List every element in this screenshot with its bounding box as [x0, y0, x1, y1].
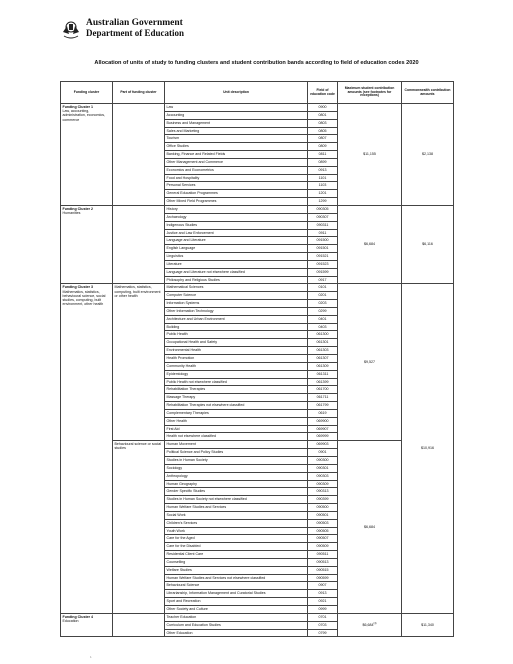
field-of-education-code: 0900 — [308, 104, 338, 112]
unit-description: Mathematical Sciences — [165, 284, 308, 292]
field-of-education-code: 090509 — [308, 543, 338, 551]
field-of-education-code: 090513 — [308, 558, 338, 566]
field-of-education-code: 091501 — [308, 245, 338, 253]
unit-description: History — [165, 205, 308, 213]
field-of-education-code: 090309 — [308, 480, 338, 488]
unit-description: Architecture and Urban Environment — [165, 315, 308, 323]
student-contribution-amount: $11,155 — [363, 152, 376, 157]
field-of-education-code: 061307 — [308, 355, 338, 363]
column-header: Commonwealth contribution amounts — [402, 82, 454, 104]
document-title: Allocation of units of study to funding clusters and student contribution bands according to field of education codes 2020 — [94, 60, 419, 66]
unit-description: Teacher Education — [165, 613, 308, 621]
unit-description: Care for the Disabled — [165, 543, 308, 551]
unit-description: Welfare Studies — [165, 566, 308, 574]
commonwealth-contribution-amount: $10,916 — [402, 284, 454, 613]
field-of-education-code: 1101 — [308, 174, 338, 182]
unit-description: Other Health — [165, 417, 308, 425]
field-of-education-code: 061700 — [308, 386, 338, 394]
field-of-education-code: 091523 — [308, 260, 338, 268]
unit-description: Linguistics — [165, 253, 308, 261]
field-of-education-code: 0703 — [308, 621, 338, 629]
footer-mark: 1 — [90, 655, 92, 659]
unit-description: Youth Work — [165, 527, 308, 535]
commonwealth-contribution-amount: $6,116 — [402, 205, 454, 283]
cluster-part-cell: Mathematics, statistics, computing, built environment or other health — [113, 284, 165, 441]
field-of-education-code: 0913 — [308, 166, 338, 174]
unit-description: Human Geography — [165, 480, 308, 488]
field-of-education-code: 0811 — [308, 151, 338, 159]
table-row — [61, 441, 454, 449]
field-of-education-code: 090300 — [308, 456, 338, 464]
funding-cluster-cell — [61, 205, 113, 283]
unit-description: Epidemiology — [165, 370, 308, 378]
unit-description: Banking, Finance and Related Fields — [165, 151, 308, 159]
unit-description: Community Health — [165, 362, 308, 370]
coat-of-arms-icon — [60, 18, 82, 40]
unit-description: Rehabilitation Therapies not elsewhere classified — [165, 402, 308, 410]
field-of-education-code: 0799 — [308, 629, 338, 637]
unit-description: Information Systems — [165, 300, 308, 308]
column-header: Unit description — [165, 82, 308, 104]
unit-description: Other Society and Culture — [165, 606, 308, 614]
field-of-education-code: 061300 — [308, 331, 338, 339]
table-header-row — [61, 82, 454, 104]
field-of-education-code: 0809 — [308, 143, 338, 151]
unit-description: Public Health not elsewhere classified — [165, 378, 308, 386]
student-contribution-cell — [338, 205, 402, 283]
cluster-subtitle: Humanities — [62, 211, 81, 216]
field-of-education-code: 061399 — [308, 378, 338, 386]
field-of-education-code: 061311 — [308, 370, 338, 378]
cluster-subtitle: Education — [62, 619, 79, 624]
unit-description: General Education Programmes — [165, 190, 308, 198]
field-of-education-code: 091521 — [308, 253, 338, 261]
unit-description: Human Welfare Studies and Services — [165, 504, 308, 512]
student-contribution-amount: $6,684 — [364, 242, 375, 247]
unit-description: Public Health — [165, 331, 308, 339]
unit-description: Justice and Law Enforcement — [165, 229, 308, 237]
field-of-education-code: 061799 — [308, 402, 338, 410]
unit-description: Health not elsewhere classified — [165, 433, 308, 441]
unit-description: Building — [165, 323, 308, 331]
column-header: Funding cluster — [61, 82, 113, 104]
cluster-part-cell — [113, 104, 165, 206]
unit-description: Business and Management — [165, 119, 308, 127]
student-contribution-cell — [338, 441, 402, 614]
unit-description: Human Movement — [165, 441, 308, 449]
field-of-education-code: 090515 — [308, 566, 338, 574]
unit-description: Language and Literature — [165, 237, 308, 245]
field-of-education-code: 090500 — [308, 504, 338, 512]
unit-description: Other Education — [165, 629, 308, 637]
unit-description: First Aid — [165, 425, 308, 433]
unit-description: Language and Literature not elsewhere classified — [165, 268, 308, 276]
field-of-education-code: 0401 — [308, 315, 338, 323]
unit-description: Economics and Econometrics — [165, 166, 308, 174]
unit-description: Sales and Marketing — [165, 127, 308, 135]
field-of-education-code: 061303 — [308, 347, 338, 355]
field-of-education-code: 0807 — [308, 135, 338, 143]
cluster-subtitle: Mathematics, statistics, behavioural science, social studies, computing, built environment, other health — [62, 289, 106, 307]
field-of-education-code: 090301 — [308, 464, 338, 472]
footnote-marker: (4) — [373, 622, 377, 626]
field-of-education-code: 090303 — [308, 472, 338, 480]
field-of-education-code: 0999 — [308, 606, 338, 614]
unit-description: Accounting — [165, 111, 308, 119]
unit-description: Other Management and Commerce — [165, 158, 308, 166]
unit-description: Massage Therapy — [165, 394, 308, 402]
field-of-education-code: 0201 — [308, 292, 338, 300]
field-of-education-code: 0403 — [308, 323, 338, 331]
field-of-education-code: 090307 — [308, 213, 338, 221]
unit-description: Philosophy and Religious Studies — [165, 276, 308, 284]
field-of-education-code: 061301 — [308, 339, 338, 347]
unit-description: Personal Services — [165, 182, 308, 190]
unit-description: Gender Specific Studies — [165, 488, 308, 496]
org-name-line2: Department of Education — [86, 28, 184, 39]
field-of-education-code: 0619 — [308, 409, 338, 417]
field-of-education-code: 061711 — [308, 394, 338, 402]
unit-description: Computer Science — [165, 292, 308, 300]
unit-description: Other Information Technology — [165, 307, 308, 315]
unit-description: Residential Client Care — [165, 551, 308, 559]
unit-description: Office Studies — [165, 143, 308, 151]
field-of-education-code: 0803 — [308, 119, 338, 127]
field-of-education-code: 090311 — [308, 221, 338, 229]
field-of-education-code: 0911 — [308, 229, 338, 237]
unit-description: Children's Services — [165, 519, 308, 527]
table-body — [61, 104, 454, 637]
field-of-education-code: 061309 — [308, 362, 338, 370]
table-row — [61, 205, 454, 213]
student-contribution-amount: $6,684 — [362, 623, 374, 628]
field-of-education-code: 0913 — [308, 590, 338, 598]
field-of-education-code: 090399 — [308, 496, 338, 504]
commonwealth-contribution-amount: $11,340 — [402, 613, 454, 637]
field-of-education-code: 069903 — [308, 441, 338, 449]
cluster-part-cell — [113, 205, 165, 283]
cluster-subtitle: Law, accounting, administration, economics, commerce — [62, 109, 106, 122]
field-of-education-code: 090313 — [308, 488, 338, 496]
field-of-education-code: 0907 — [308, 582, 338, 590]
unit-description: Health Promotion — [165, 355, 308, 363]
field-of-education-code: 090599 — [308, 574, 338, 582]
column-header: Maximum student contribution amounts (see footnotes for exceptions) — [338, 82, 402, 104]
student-contribution-amount: $6,684 — [364, 524, 375, 529]
cluster-title: Funding Cluster 4 — [62, 614, 94, 619]
table-row — [61, 613, 454, 621]
unit-description: English Language — [165, 245, 308, 253]
table-row — [61, 284, 454, 292]
letterhead — [60, 14, 184, 44]
cluster-part-cell — [113, 613, 165, 637]
student-contribution-amount: $9,527 — [364, 359, 375, 364]
field-of-education-code: 090505 — [308, 527, 338, 535]
field-of-education-code: 0901 — [308, 449, 338, 457]
field-of-education-code: 090507 — [308, 535, 338, 543]
student-contribution-cell — [338, 284, 402, 441]
unit-description: Human Welfare Studies and Services not elsewhere classified — [165, 574, 308, 582]
unit-description: Tourism — [165, 135, 308, 143]
field-of-education-code: 0299 — [308, 307, 338, 315]
unit-description: Curriculum and Education Studies — [165, 621, 308, 629]
unit-description: Environmental Health — [165, 347, 308, 355]
unit-description: Social Work — [165, 511, 308, 519]
unit-description: Studies in Human Society — [165, 456, 308, 464]
unit-description: Sport and Recreation — [165, 598, 308, 606]
table-row — [61, 104, 454, 112]
column-header: Part of funding cluster — [113, 82, 165, 104]
field-of-education-code: 1201 — [308, 190, 338, 198]
field-of-education-code: 091599 — [308, 268, 338, 276]
unit-description: Law — [165, 104, 308, 112]
unit-description: Literature — [165, 260, 308, 268]
field-of-education-code: 069900 — [308, 417, 338, 425]
unit-description: Anthropology — [165, 472, 308, 480]
org-name-line1: Australian Government — [86, 18, 183, 29]
cluster-part-cell: Behavioural science or social studies — [113, 441, 165, 614]
field-of-education-code: 0921 — [308, 598, 338, 606]
unit-description: Counselling — [165, 558, 308, 566]
field-of-education-code: 0701 — [308, 613, 338, 621]
funding-cluster-cell — [61, 284, 113, 613]
cluster-title: Funding Cluster 1 — [62, 105, 94, 109]
unit-description: Archaeology — [165, 213, 308, 221]
unit-description: Care for the Aged — [165, 535, 308, 543]
unit-description: Food and Hospitality — [165, 174, 308, 182]
commonwealth-contribution-amount: $2,138 — [402, 104, 454, 206]
field-of-education-code: 0801 — [308, 111, 338, 119]
unit-description: Studies in Human Society not elsewhere classified — [165, 496, 308, 504]
field-of-education-code: 0917 — [308, 276, 338, 284]
field-of-education-code: 091500 — [308, 237, 338, 245]
unit-description: Other Mixed Field Programmes — [165, 198, 308, 206]
unit-description: Occupational Health and Safety — [165, 339, 308, 347]
field-of-education-code: 069999 — [308, 433, 338, 441]
unit-description: Political Science and Policy Studies — [165, 449, 308, 457]
cluster-title: Funding Cluster 2 — [62, 206, 94, 211]
field-of-education-code: 090501 — [308, 511, 338, 519]
cluster-title: Funding Cluster 3 — [62, 285, 94, 290]
field-of-education-code: 1103 — [308, 182, 338, 190]
funding-cluster-cell — [61, 613, 113, 637]
field-of-education-code: 090503 — [308, 519, 338, 527]
unit-description: Complementary Therapies — [165, 409, 308, 417]
student-contribution-cell — [338, 104, 402, 206]
student-contribution-cell — [338, 613, 402, 637]
column-header: Field of education code — [308, 82, 338, 104]
field-of-education-code: 0899 — [308, 158, 338, 166]
field-of-education-code: 0203 — [308, 300, 338, 308]
field-of-education-code: 069907 — [308, 425, 338, 433]
funding-cluster-table — [60, 81, 454, 637]
field-of-education-code: 0101 — [308, 284, 338, 292]
unit-description: Librarianship, Information Management and Curatorial Studies — [165, 590, 308, 598]
field-of-education-code: 0805 — [308, 127, 338, 135]
unit-description: Sociology — [165, 464, 308, 472]
field-of-education-code: 1299 — [308, 198, 338, 206]
unit-description: Indigenous Studies — [165, 221, 308, 229]
unit-description: Behavioural Science — [165, 582, 308, 590]
unit-description: Rehabilitation Therapies — [165, 386, 308, 394]
field-of-education-code: 090305 — [308, 205, 338, 213]
field-of-education-code: 090511 — [308, 551, 338, 559]
funding-cluster-cell — [61, 104, 113, 206]
